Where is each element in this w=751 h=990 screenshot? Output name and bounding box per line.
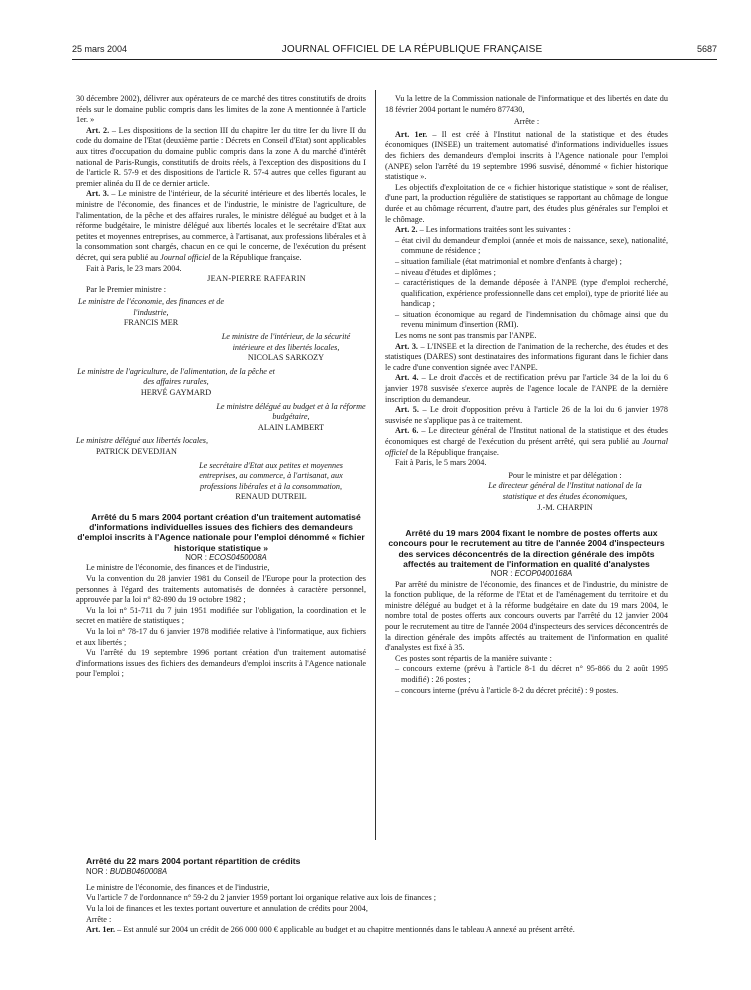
paragraph: Vu la loi n° 51-711 du 7 juin 1951 modifiée sur l'obligation, la coordination et le secret en matière de statistiques ; xyxy=(76,605,366,626)
signatory-role: Le ministre délégué aux libertés locales, xyxy=(76,436,209,446)
article-label: Art. 1er. xyxy=(395,129,428,139)
article-text: – Le directeur général de l'Institut national de la statistique et des études économiques est chargé de l'exécution du présent arrêté, qui sera publié au xyxy=(385,426,668,446)
signature-block xyxy=(216,332,356,364)
information-list xyxy=(385,236,668,331)
signature-block xyxy=(216,402,366,434)
article-label: Art. 1er. xyxy=(86,925,116,935)
paragraph: Vu la convention du 28 janvier 1981 du Conseil de l'Europe pour la protection des personnes à l'égard des traitements automatisés de données à caractère personnel, approuvée par la loi n° 82-890 du 19 octobre 1982 ; xyxy=(76,573,366,605)
signature-block xyxy=(475,471,655,513)
arrete-label: Arrête : xyxy=(86,914,112,924)
paragraph: Les objectifs d'exploitation de ce « fichier historique statistique » sont de réaliser, d'une part, la production régulière de statistiques se rapportant au chômage de longue durée et au chômage récurrent, d'autre part, des études plus générales sur l'emploi et le chômage. xyxy=(385,182,668,224)
signatory-name: HERVÉ GAYMARD xyxy=(140,388,212,398)
article-text: – Le droit d'opposition prévu à l'article 26 de la loi du 6 janvier 1978 susvisée ne s'applique pas à ce traitement. xyxy=(385,405,668,425)
signatory-role: Le directeur général de l'Institut national de la statistique et des études économiques, xyxy=(488,481,642,501)
nor-code: ECOS0450008A xyxy=(209,552,267,562)
article-text: – Le ministre de l'intérieur, de la sécurité intérieure et des libertés locales, le ministre de l'économie, des finances et de l'industrie, le ministre de l'agriculture, de l'alimentation, de la pêche et des affaires rurales, le ministre délégué au budget et à la réforme budgétaire, le ministre délégué aux libertés locales et le secrétaire d'Etat aux petites et moyennes entreprises, au commerce, à l'artisanat, aux professions libérales et à la consommation sont chargés, chacun en ce qui le concerne, de l'exécution du présent décret, qui sera publié au xyxy=(76,189,367,262)
fait-line: Fait à Paris, le 5 mars 2004. xyxy=(395,458,487,468)
paragraph: Vu la loi n° 78-17 du 6 janvier 1978 modifiée relative à l'informatique, aux fichiers et aux libertés ; xyxy=(76,626,366,647)
list-item: – situation économique au regard de l'indemnisation du chômage ainsi que du revenu minimum d'insertion (RMI). xyxy=(395,309,668,330)
list-item: – état civil du demandeur d'emploi (année et mois de naissance, sexe), nationalité, commune de résidence ; xyxy=(395,235,668,256)
paragraph: Par arrêté du ministre de l'économie, des finances et de l'industrie, du ministre de la fonction publique, de la réforme de l'Etat et de l'aménagement du territoire et du ministre délégué au budget et à la réforme budgétaire en date du 19 mars 2004, le nombre total de postes offerts aux concours ouverts par l'arrêté du 12 janvier 2004 pour le recrutement au titre de l'année 2004 d'inspecteurs des services déconcentrés de la direction générale des impôts affectés au traitement de l'information en qualité d'analystes est fixé à 35. xyxy=(385,579,668,653)
article-text: – Il est créé à l'Institut national de la statistique et des études économiques (INSEE) un traitement automatisé d'informations individuelles issues des fichiers des demandeurs d'emploi inscrits à l'Agence nationale pour l'emploi (ANPE) selon l'arrêté du 19 septembre 1996 susvisé, dénommé « fichier historique statistique ». xyxy=(385,129,668,182)
list-item: – concours externe (prévu à l'article 8-1 du décret n° 95-866 du 2 août 1995 modifié) : 26 postes ; xyxy=(395,664,668,684)
paragraph: Vu la loi de finances et les textes portant ouverture et annulation de crédits pour 2004, xyxy=(86,903,368,913)
article-label: Art. 4. xyxy=(395,373,419,383)
journal-ref: Journal officiel xyxy=(385,437,668,457)
column-divider xyxy=(375,90,376,840)
article-label: Art. 2. xyxy=(86,125,110,135)
article-label: Art. 3. xyxy=(86,189,109,199)
postes-list xyxy=(385,664,668,696)
arrete-label: Arrête : xyxy=(513,117,540,127)
signatory-name: ALAIN LAMBERT xyxy=(257,422,325,432)
signatory-role: Le ministre de l'agriculture, de l'alimentation, de la pêche et des affaires rurales, xyxy=(77,366,275,387)
signatory-name: J.-M. CHARPIN xyxy=(537,502,593,512)
signatory-role: Le ministre délégué au budget et à la réforme budgétaire, xyxy=(216,401,366,422)
article-label: Art. 5. xyxy=(395,405,419,415)
signatory-name: RENAUD DUTREIL xyxy=(235,492,307,502)
article-1 xyxy=(76,925,668,936)
article-text: – Les informations traitées sont les suivantes : xyxy=(417,225,571,235)
article-text: – Les dispositions de la section III du chapitre Ier du titre Ier du livre II du code du domaine de l'Etat (deuxième partie : Décrets en Conseil d'Etat) sont applicables aux titres d'occupation du domaine public compris dans la zone A du marché d'intérêt national de Paris-Rungis, constitutifs de droits réels, à l'exception des dispositions du I de l'article R. 57-9 et des dispositions de l'article R. 57-4 autres que celles figurant au premier alinéa du II de ce dernier article. xyxy=(76,125,367,188)
par-line: Par le Premier ministre : xyxy=(86,284,167,294)
signature-name: JEAN-PIERRE RAFFARIN xyxy=(207,274,306,284)
paragraph: Le ministre de l'économie, des finances et de l'industrie, xyxy=(86,563,270,573)
paragraph: Le ministre de l'économie, des finances et de l'industrie, xyxy=(86,882,270,892)
paragraph: Vu l'article 7 de l'ordonnance n° 59-2 du 2 janvier 1959 portant loi organique relative aux lois de finances ; xyxy=(86,893,437,903)
left-column xyxy=(76,94,366,680)
list-item: – caractéristiques de la demande déposée à l'ANPE (type d'emploi recherché, qualification, expérience professionnelle dans cet emploi), type de priorité liée au handicap ; xyxy=(395,278,668,309)
paragraph: Vu la lettre de la Commission nationale de l'informatique et des libertés en date du 18 février 2004 portant le numéro 877430, xyxy=(385,94,668,114)
nor-label: NOR : xyxy=(185,552,210,562)
article-text: de la République française. xyxy=(407,447,499,457)
article-text: – Est annulé sur 2004 un crédit de 266 000 000 € applicable au budget et au chapitre mentionnés dans le tableau A annexé au présent arrêté. xyxy=(115,925,575,935)
signature-block xyxy=(76,436,276,457)
list-item: – concours interne (prévu à l'article 8-2 du décret précité) : 9 postes. xyxy=(395,685,619,695)
signature-block xyxy=(76,367,276,399)
page-number: 5687 xyxy=(696,44,717,54)
signatory-name: FRANCIS MER xyxy=(123,318,179,328)
nor-reference xyxy=(76,867,668,878)
nor-label: NOR : xyxy=(490,568,515,578)
article-text: de la République française. xyxy=(210,252,302,262)
article-4 xyxy=(385,373,668,405)
article-2 xyxy=(76,126,366,190)
list-item: – situation familiale (état matrimonial et nombre d'enfants à charge) ; xyxy=(395,256,622,266)
article-text: – Le droit d'accès et de rectification prévu par l'article 34 de la loi du 6 janvier 1978 susvisée s'exerce auprès de l'agence locale de l'ANPE de la dernière inscription du demandeur. xyxy=(385,373,668,404)
signatory-role: Le ministre de l'intérieur, de la sécurité intérieure et des libertés locales, xyxy=(221,332,351,352)
signature-block xyxy=(186,461,356,503)
page-header xyxy=(72,44,717,60)
arrete-title: Arrêté du 19 mars 2004 fixant le nombre de postes offerts aux concours pour le recrutement au titre de l'année 2004 d'inspecteurs des services déconcentrés de la direction générale des impôts affectés au traitement de l'information en qualité d'analystes xyxy=(388,528,665,569)
arrete-title: Arrêté du 5 mars 2004 portant création d'un traitement automatisé d'informations individuelles issues des fichiers des demandeurs d'emploi inscrits à l'Agence nationale pour l'emploi dénommé « fichier historique statistique » xyxy=(77,511,365,553)
signatory-role: Le secrétaire d'Etat aux petites et moyennes entreprises, au commerce, à l'artisanat, aux professions libérales et à la consommation, xyxy=(199,460,343,491)
article-6 xyxy=(385,426,668,458)
journal-ref: Journal officiel xyxy=(160,252,211,262)
delegation-line: Pour le ministre et par délégation : xyxy=(508,470,622,480)
journal-title: JOURNAL OFFICIEL DE LA RÉPUBLIQUE FRANÇAISE xyxy=(281,44,543,55)
nor-reference xyxy=(385,569,668,580)
nor-code: ECOP0400168A xyxy=(514,568,573,578)
signatory-name: PATRICK DEVEDJIAN xyxy=(96,447,177,456)
article-label: Art. 3. xyxy=(395,341,418,351)
signature-block xyxy=(76,297,226,329)
article-text: – L'INSEE et la direction de l'animation de la recherche, des études et des statistiques (DARES) sont destinataires des informations figurant dans le fichier dans le cadre d'une convention signée avec l'ANPE. xyxy=(385,341,668,372)
paragraph: 30 décembre 2002), délivrer aux opérateurs de ce marché des titres constitutifs de droits réels sur le domaine public compris dans les limites de la zone A mentionnée à l'article 1er. » xyxy=(76,94,366,125)
article-3 xyxy=(385,342,668,374)
signatory-name: NICOLAS SARKOZY xyxy=(247,353,325,363)
list-item: – niveau d'études et diplômes ; xyxy=(395,267,496,277)
signatory-role: Le ministre de l'économie, des finances et de l'industrie, xyxy=(77,297,225,317)
article-1 xyxy=(385,130,668,183)
article-3 xyxy=(76,189,366,263)
nor-reference xyxy=(76,553,366,564)
article-2 xyxy=(385,225,668,236)
article-label: Art. 6. xyxy=(395,426,419,436)
nor-label: NOR : xyxy=(86,867,110,877)
paragraph: Ces postes sont répartis de la manière suivante : xyxy=(395,653,552,663)
fait-line: Fait à Paris, le 23 mars 2004. xyxy=(86,263,182,273)
paragraph: Les noms ne sont pas transmis par l'ANPE. xyxy=(395,331,537,341)
header-date: 25 mars 2004 xyxy=(72,44,128,54)
right-column xyxy=(385,94,668,696)
paragraph: Vu l'arrêté du 19 septembre 1996 portant création d'un traitement automatisé d'informations issues des fichiers des demandeurs d'emploi inscrits à l'Agence nationale pour l'emploi ; xyxy=(76,648,366,679)
nor-code: BUDB0460008A xyxy=(109,867,168,877)
article-5 xyxy=(385,405,668,426)
arrete-title: Arrêté du 22 mars 2004 portant répartition de crédits xyxy=(86,856,301,866)
article-label: Art. 2. xyxy=(395,225,418,235)
bottom-section xyxy=(76,856,668,936)
